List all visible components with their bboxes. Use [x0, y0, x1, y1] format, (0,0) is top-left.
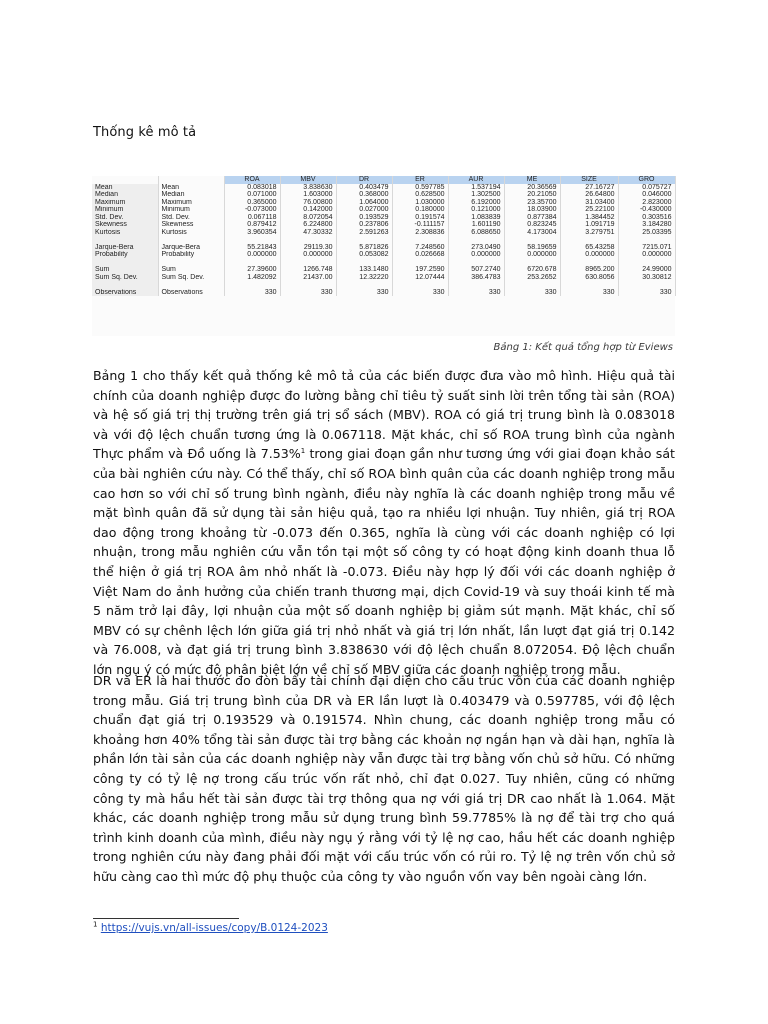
table-cell: 29119.30 [280, 244, 336, 252]
paragraph-roa-mbv [93, 366, 675, 680]
table-cell: 1.091719 [560, 221, 618, 229]
table-cell: 386.4783 [448, 274, 504, 282]
table-row [92, 274, 675, 282]
table-cell: 20.36569 [504, 184, 560, 192]
spacer-cell [560, 236, 618, 244]
table-cell: 5.871826 [336, 244, 392, 252]
table-cell: 0.628500 [392, 191, 448, 199]
table-cell: 30.30812 [618, 274, 675, 282]
table-cell: 27.16727 [560, 184, 618, 192]
table-cell: 6.192000 [448, 199, 504, 207]
footnote-link[interactable]: https://vujs.vn/all-issues/copy/B.0124-2023 [100, 922, 328, 934]
table-cell: 25.22100 [560, 206, 618, 214]
table-cell: 0.879412 [224, 221, 280, 229]
table-cell: 25.03395 [618, 229, 675, 237]
table-cell: 7215.071 [618, 244, 675, 252]
table-row [92, 206, 675, 214]
table-row [92, 191, 675, 199]
table-cell: 0.000000 [448, 251, 504, 259]
table-cell: 8.072054 [280, 214, 336, 222]
table-cell: 253.2652 [504, 274, 560, 282]
spacer-cell [280, 236, 336, 244]
table-cell: 8965.200 [560, 266, 618, 274]
table-cell: 0.193529 [336, 214, 392, 222]
table-spacer-row [92, 259, 675, 267]
row-stat-name: Observations [158, 289, 224, 297]
table-caption: Bảng 1: Kết quả tổng hợp từ Eviews [493, 342, 673, 353]
table-header-row [92, 176, 675, 184]
table-spacer-row [92, 236, 675, 244]
spacer-cell [224, 281, 280, 289]
table-cell: 0.877384 [504, 214, 560, 222]
row-label: Mean [92, 184, 158, 192]
table-cell: 0.403479 [336, 184, 392, 192]
row-label: Sum [92, 266, 158, 274]
table-cell: 6720.678 [504, 266, 560, 274]
spacer-cell [92, 281, 158, 289]
table-cell: 0.142000 [280, 206, 336, 214]
table-cell: 0.083018 [224, 184, 280, 192]
table-cell: 330 [280, 289, 336, 297]
spacer-cell [392, 281, 448, 289]
column-header: ROA [224, 176, 280, 184]
row-label: Sum Sq. Dev. [92, 274, 158, 282]
table-cell: 1.030000 [392, 199, 448, 207]
table-row [92, 229, 675, 237]
column-header: GRO [618, 176, 675, 184]
spacer-cell [618, 281, 675, 289]
row-label: Probability [92, 251, 158, 259]
row-label: Minimum [92, 206, 158, 214]
table-cell: 1.302500 [448, 191, 504, 199]
row-label: Observations [92, 289, 158, 297]
spacer-cell [392, 236, 448, 244]
stats-grid [92, 176, 676, 296]
row-stat-name: Sum Sq. Dev. [158, 274, 224, 282]
table-cell: 23.35700 [504, 199, 560, 207]
table-cell: 1.601190 [448, 221, 504, 229]
table-cell: 24.99000 [618, 266, 675, 274]
paragraph-dr-er: DR và ER là hai thước đo đòn bẩy tài chính đại diện cho cấu trúc vốn của các doanh nghiệp trong mẫu. Giá trị trung bình của DR và ER lần lượt là 0.403479 và 0.597785, với độ lệch chuẩn đạt giá trị 0.193529 và 0.191574. Nhìn chung, các doanh nghiệp trong mẫu có khoảng hơn 40% tổng tài sản được tài trợ bằng các khoản nợ ngắn hạn và dài hạn, nghĩa là phần lớn tài sản của các doanh nghiệp này vẫn được tài trợ bằng vốn chủ sở hữu. Có những công ty có tỷ lệ nợ trong cấu trúc vốn rất nhỏ, chỉ đạt 0.027. Tuy nhiên, cũng có những công ty mà hầu hết tài sản được tài trợ thông qua nợ với giá trị DR cao nhất là 1.064. Mặt khác, các doanh nghiệp trong mẫu sử dụng trung bình 59.7785% là nợ để tài trợ cho quá trình kinh doanh của mình, điều này ngụ ý rằng với tỷ lệ nợ cao, hầu hết các doanh nghiệp trong nghiên cứu này đang phải đối mặt với cấu trúc vốn có rủi ro. Tỷ lệ nợ trên vốn chủ sở hữu càng cao thì mức độ phụ thuộc của công ty vào nguồn vốn vay bên ngoài càng lớn. [93, 673, 675, 884]
row-label: Median [92, 191, 158, 199]
table-cell: 0.046000 [618, 191, 675, 199]
table-cell: 0.075727 [618, 184, 675, 192]
table-cell: 7.248560 [392, 244, 448, 252]
table-cell: 12.07444 [392, 274, 448, 282]
spacer-cell [280, 259, 336, 267]
table-cell: 273.0490 [448, 244, 504, 252]
spacer-cell [224, 236, 280, 244]
table-cell: 0.053082 [336, 251, 392, 259]
table-cell: 1.384452 [560, 214, 618, 222]
table-cell: -0.430000 [618, 206, 675, 214]
row-stat-name: Sum [158, 266, 224, 274]
column-header: ER [392, 176, 448, 184]
spacer-cell [504, 236, 560, 244]
table-cell: 6.224800 [280, 221, 336, 229]
table-cell: 55.21843 [224, 244, 280, 252]
table-cell: 47.30332 [280, 229, 336, 237]
row-stat-name: Skewness [158, 221, 224, 229]
spacer-cell [504, 281, 560, 289]
table-cell: 0.000000 [618, 251, 675, 259]
table-cell: 0.823245 [504, 221, 560, 229]
spacer-cell [92, 236, 158, 244]
table-cell: 2.591263 [336, 229, 392, 237]
table-row [92, 221, 675, 229]
spacer-cell [92, 259, 158, 267]
table-cell: 507.2740 [448, 266, 504, 274]
table-cell: 0.191574 [392, 214, 448, 222]
row-stat-name: Kurtosis [158, 229, 224, 237]
header-blank-cell [92, 176, 158, 184]
table-cell: 0.121000 [448, 206, 504, 214]
spacer-cell [448, 281, 504, 289]
row-stat-name: Jarque-Bera [158, 244, 224, 252]
spacer-cell [560, 281, 618, 289]
row-label: Skewness [92, 221, 158, 229]
table-cell: -0.111157 [392, 221, 448, 229]
table-cell: 0.000000 [504, 251, 560, 259]
table-cell: 4.173004 [504, 229, 560, 237]
table-cell: 1.083839 [448, 214, 504, 222]
column-header: MBV [280, 176, 336, 184]
table-cell: 0.597785 [392, 184, 448, 192]
row-stat-name: Maximum [158, 199, 224, 207]
table-cell: 0.027000 [336, 206, 392, 214]
table-row [92, 266, 675, 274]
spacer-cell [392, 259, 448, 267]
column-header: AUR [448, 176, 504, 184]
spacer-cell [280, 281, 336, 289]
table-cell: 0.067118 [224, 214, 280, 222]
table-cell: 65.43258 [560, 244, 618, 252]
table-cell: 0.071000 [224, 191, 280, 199]
table-cell: 1.482092 [224, 274, 280, 282]
table-cell: 12.32220 [336, 274, 392, 282]
table-cell: 21437.00 [280, 274, 336, 282]
spacer-cell [448, 236, 504, 244]
row-label: Std. Dev. [92, 214, 158, 222]
table-cell: 1266.748 [280, 266, 336, 274]
table-cell: 3.184280 [618, 221, 675, 229]
spacer-cell [448, 259, 504, 267]
row-stat-name: Std. Dev. [158, 214, 224, 222]
table-cell: 0.303516 [618, 214, 675, 222]
table-row [92, 214, 675, 222]
spacer-cell [336, 281, 392, 289]
footnote-ref[interactable]: 1 [300, 447, 306, 456]
column-header: DR [336, 176, 392, 184]
table-cell: 0.237806 [336, 221, 392, 229]
column-header: ME [504, 176, 560, 184]
paragraph-text: trong giai đoạn gần như tương ứng với giai đoạn khảo sát của bài nghiên cứu này. Có thể thấy, chỉ số ROA bình quân của các doanh nghiệp trong mẫu cao hơn so với chỉ số trung bình ngành, điều này nghĩa là các doanh nghiệp trong mẫu về mặt bình quân đã sử dụng tài sản hiệu quả, tạo ra nhiều lợi nhuận. Tuy nhiên, giá trị ROA dao động trong khoảng từ -0.073 đến 0.365, nghĩa là cùng với các doanh nghiệp có lợi nhuận, trong mẫu nghiên cứu vẫn tồn tại một số công ty có hoạt động kinh doanh thua lỗ thể hiện ở giá trị ROA âm nhỏ nhất là -0.073. Điều này hợp lý đối với các doanh nghiệp ở Việt Nam do ảnh hưởng của chiến tranh thương mại, dịch Covid-19 và suy thoái kinh tế mà 5 năm trở lại đây, lợi nhuận của một số doanh nghiệp bị giảm sút mạnh. Mặt khác, chỉ số MBV có sự chênh lệch lớn giữa giá trị nhỏ nhất và giá trị lớn nhất, lần lượt đạt giá trị 0.142 và 76.008, và đạt giá trị trung bình 3.838630 với độ lệch chuẩn 8.072054. Độ lệch chuẩn lớn ngụ ý có mức độ phân biệt lớn về chỉ số MBV giữa các doanh nghiệp trong mẫu. [93, 446, 675, 677]
footnote-number: 1 [93, 920, 98, 929]
table-cell: 18.03900 [504, 206, 560, 214]
table-cell: 2.308836 [392, 229, 448, 237]
header-blank-cell [158, 176, 224, 184]
table-cell: 197.2590 [392, 266, 448, 274]
spacer-cell [618, 259, 675, 267]
table-row [92, 251, 675, 259]
spacer-cell [504, 259, 560, 267]
table-cell: 26.64800 [560, 191, 618, 199]
row-label: Jarque-Bera [92, 244, 158, 252]
table-row [92, 199, 675, 207]
table-cell: 3.960354 [224, 229, 280, 237]
table-row [92, 289, 675, 297]
paragraph-text: Bảng 1 cho thấy kết quả thống kê mô tả của các biến được đưa vào mô hình. Hiệu quả tài chính của doanh nghiệp được đo lường bằng chỉ tiêu tỷ suất sinh lời trên tổng tài sản (ROA) và hệ số giá trị thị trường trên giá trị sổ sách (MBV). ROA có giá trị trung bình là 0.083018 và với độ lệch chuẩn tương ứng là 0.067118. Mặt khác, chỉ số ROA trung bình của ngành Thực phẩm và Đồ uống là 7.53% [93, 368, 675, 462]
table-cell: 1.537194 [448, 184, 504, 192]
spacer-cell [336, 259, 392, 267]
spacer-cell [560, 259, 618, 267]
row-label: Maximum [92, 199, 158, 207]
spacer-cell [158, 281, 224, 289]
table-cell: 330 [336, 289, 392, 297]
spacer-cell [158, 236, 224, 244]
table-cell: 0.000000 [280, 251, 336, 259]
column-header: SIZE [560, 176, 618, 184]
table-spacer-row [92, 281, 675, 289]
row-stat-name: Probability [158, 251, 224, 259]
table-cell: 3.279751 [560, 229, 618, 237]
table-cell: 6.088650 [448, 229, 504, 237]
spacer-cell [158, 259, 224, 267]
table-cell: 31.03400 [560, 199, 618, 207]
table-cell: 330 [224, 289, 280, 297]
table-cell: 2.823000 [618, 199, 675, 207]
table-cell: 1.603000 [280, 191, 336, 199]
table-cell: 1.064000 [336, 199, 392, 207]
table-cell: 0.000000 [224, 251, 280, 259]
section-heading: Thống kê mô tả [93, 125, 197, 140]
table-cell: 0.000000 [560, 251, 618, 259]
table-cell: 0.026668 [392, 251, 448, 259]
table-cell: 0.368000 [336, 191, 392, 199]
footnote [93, 922, 328, 934]
spacer-cell [224, 259, 280, 267]
table-cell: 20.21050 [504, 191, 560, 199]
table-row [92, 184, 675, 192]
row-stat-name: Mean [158, 184, 224, 192]
table-cell: 330 [392, 289, 448, 297]
table-cell: 27.39600 [224, 266, 280, 274]
table-cell: 0.365000 [224, 199, 280, 207]
table-cell: 133.1480 [336, 266, 392, 274]
table-cell: -0.073000 [224, 206, 280, 214]
descriptive-stats-table [92, 176, 675, 336]
row-stat-name: Median [158, 191, 224, 199]
footnote-divider [93, 918, 239, 919]
row-stat-name: Minimum [158, 206, 224, 214]
table-cell: 630.8056 [560, 274, 618, 282]
spacer-cell [336, 236, 392, 244]
table-cell: 3.838630 [280, 184, 336, 192]
table-cell: 76.00800 [280, 199, 336, 207]
table-cell: 330 [618, 289, 675, 297]
table-cell: 330 [504, 289, 560, 297]
row-label: Kurtosis [92, 229, 158, 237]
table-cell: 330 [560, 289, 618, 297]
table-cell: 58.19659 [504, 244, 560, 252]
spacer-cell [618, 236, 675, 244]
table-cell: 0.180000 [392, 206, 448, 214]
table-row [92, 244, 675, 252]
table-cell: 330 [448, 289, 504, 297]
